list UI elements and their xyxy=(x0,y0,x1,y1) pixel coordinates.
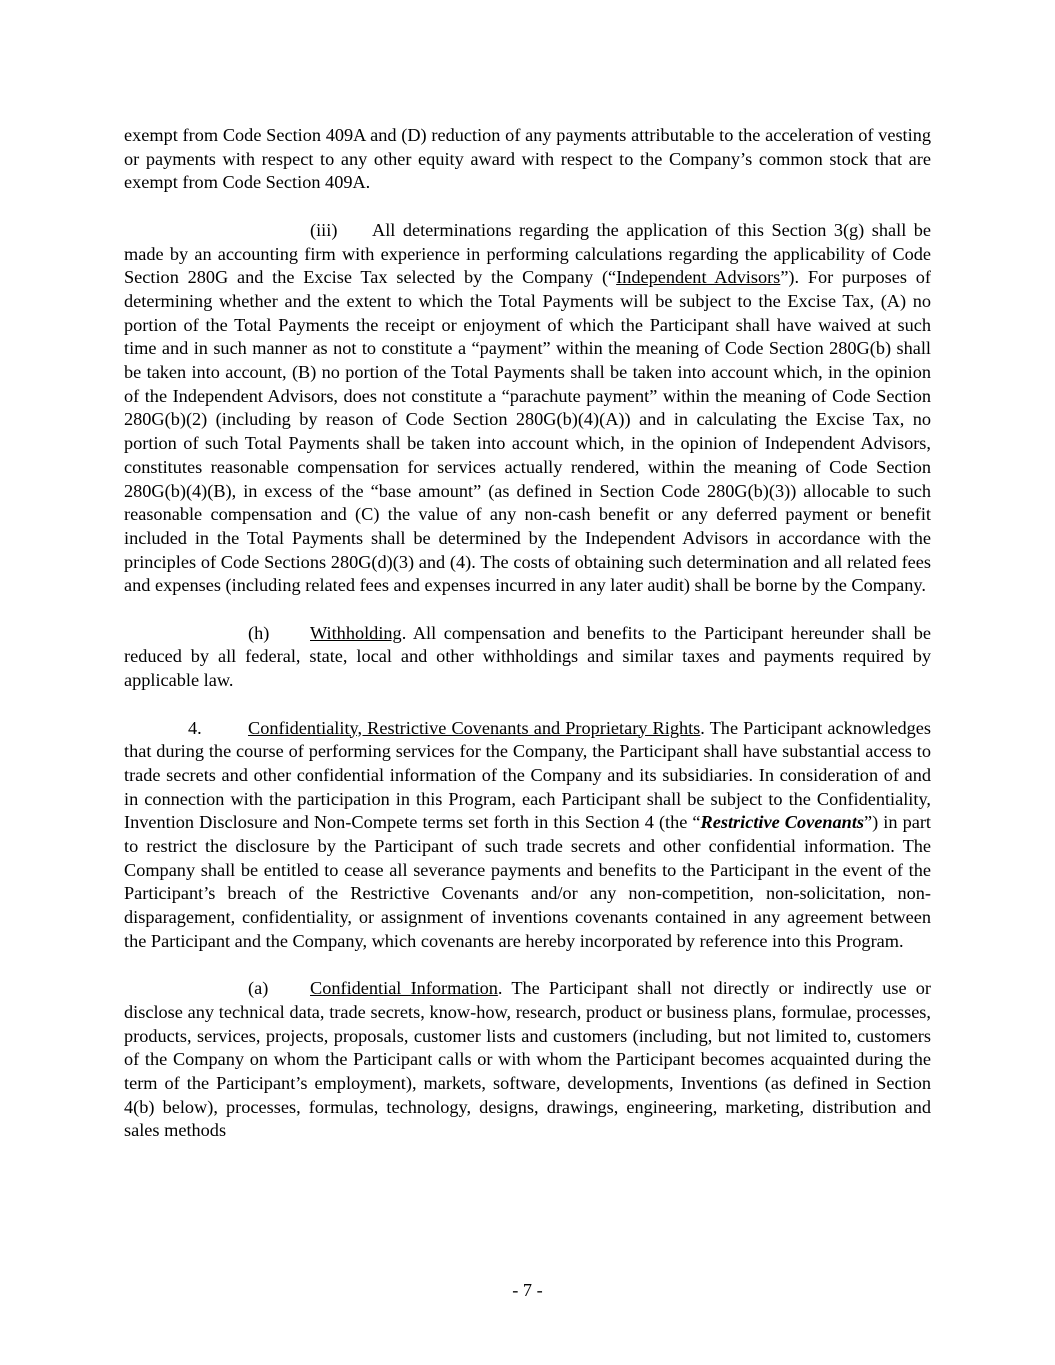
paragraph-number: (iii) xyxy=(310,219,338,240)
page-number: - 7 - xyxy=(512,1280,543,1300)
paragraph-continuation xyxy=(124,124,931,195)
paragraph-text: . All compensation and benefits to the Participant hereunder shall be reduced by all federal, state, local and other withholdings and similar taxes and payments required by applicable law. xyxy=(124,622,931,691)
section-heading: Confidential Information xyxy=(310,978,498,999)
paragraph-text: . The Participant acknowledges that during the course of performing services for the Company, the Participant shall have substantial access to trade secrets and other confidential information of the Company and its subsidiaries. In consideration of and in connection with the participation in this Program, each Participant shall be subject to the Confidentiality, Invention Disclosure and Non-Compete terms set forth in this Section 4 (the “ xyxy=(124,717,931,833)
paragraph-4-confidentiality xyxy=(124,717,931,954)
paragraph-iii xyxy=(124,219,931,598)
section-heading: Confidentiality, Restrictive Covenants and Proprietary Rights xyxy=(248,717,701,738)
paragraph-number: (h) xyxy=(248,622,270,643)
paragraph-text: . The Participant shall not directly or indirectly use or disclose any technical data, trade secrets, know-how, research, product or business plans, formulae, processes, products, services, projects, proposals, customer lists and customers (including, but not limited to, customers of the Company on whom the Participant calls or with whom the Participant becomes acquainted during the term of the Participant’s employment), markets, software, developments, Inventions (as defined in Section 4(b) below), processes, formulas, technology, designs, drawings, engineering, marketing, distribution and sales methods xyxy=(124,978,931,1141)
document-body xyxy=(124,124,931,1167)
paragraph-h-withholding xyxy=(124,622,931,693)
paragraph-number: 4. xyxy=(188,717,202,738)
paragraph-text: All determinations regarding the application of this Section 3(g) shall be made by an accounting firm with experience in performing calculations regarding the applicability of Code Section 280G and the Excise Tax selected by the Company (“ xyxy=(124,219,931,288)
section-heading: Withholding xyxy=(310,622,402,643)
defined-term: Restrictive Covenants xyxy=(700,812,865,833)
paragraph-text: ”). For purposes of determining whether and the extent to which the Total Payments will be subject to the Excise Tax, (A) no portion of the Total Payments the receipt or enjoyment of which the Participant shall have waived at such time and in such manner as not to constitute a “payment” within the meaning of Code Section 280G(b) shall be taken into account, (B) no portion of the Total Payments shall be taken into account which, in the opinion of the Independent Advisors, does not constitute a “parachute payment” within the meaning of Code Section 280G(b)(2) (including by reason of Code Section 280G(b)(4)(A)) and in calculating the Excise Tax, no portion of such Total Payments shall be taken into account which, in the opinion of Independent Advisors, constitutes reasonable compensation for services actually rendered, within the meaning of Code Section 280G(b)(4)(B), in excess of the “base amount” (as defined in Section Code 280G(b)(3)) allocable to such reasonable compensation and (C) the value of any non-cash benefit or any deferred payment or benefit included in the Total Payments shall be determined by the Independent Advisors in accordance with the principles of Code Sections 280G(d)(3) and (4). The costs of obtaining such determination and all related fees and expenses (including related fees and expenses incurred in any later audit) shall be borne by the Company. xyxy=(124,267,931,596)
paragraph-a-confidential-information xyxy=(124,977,931,1143)
paragraph-text: ”) in part to restrict the disclosure by the Participant of such trade secrets and other confidential information. The Company shall be entitled to cease all severance payments and benefits to the Participant in the event of the Participant’s breach of the Restrictive Covenants and/or any non-competition, non-solicitation, non-disparagement, confidentiality, or assignment of inventions covenants contained in any agreement between the Participant and the Company, which covenants are hereby incorporated by reference into this Program. xyxy=(124,812,932,951)
paragraph-number: (a) xyxy=(248,978,269,999)
paragraph-text: exempt from Code Section 409A and (D) reduction of any payments attributable to the acceleration of vesting or payments with respect to any other equity award with respect to the Company’s common stock that are exempt from Code Section 409A. xyxy=(124,125,931,193)
defined-term: Independent Advisors xyxy=(616,267,781,288)
